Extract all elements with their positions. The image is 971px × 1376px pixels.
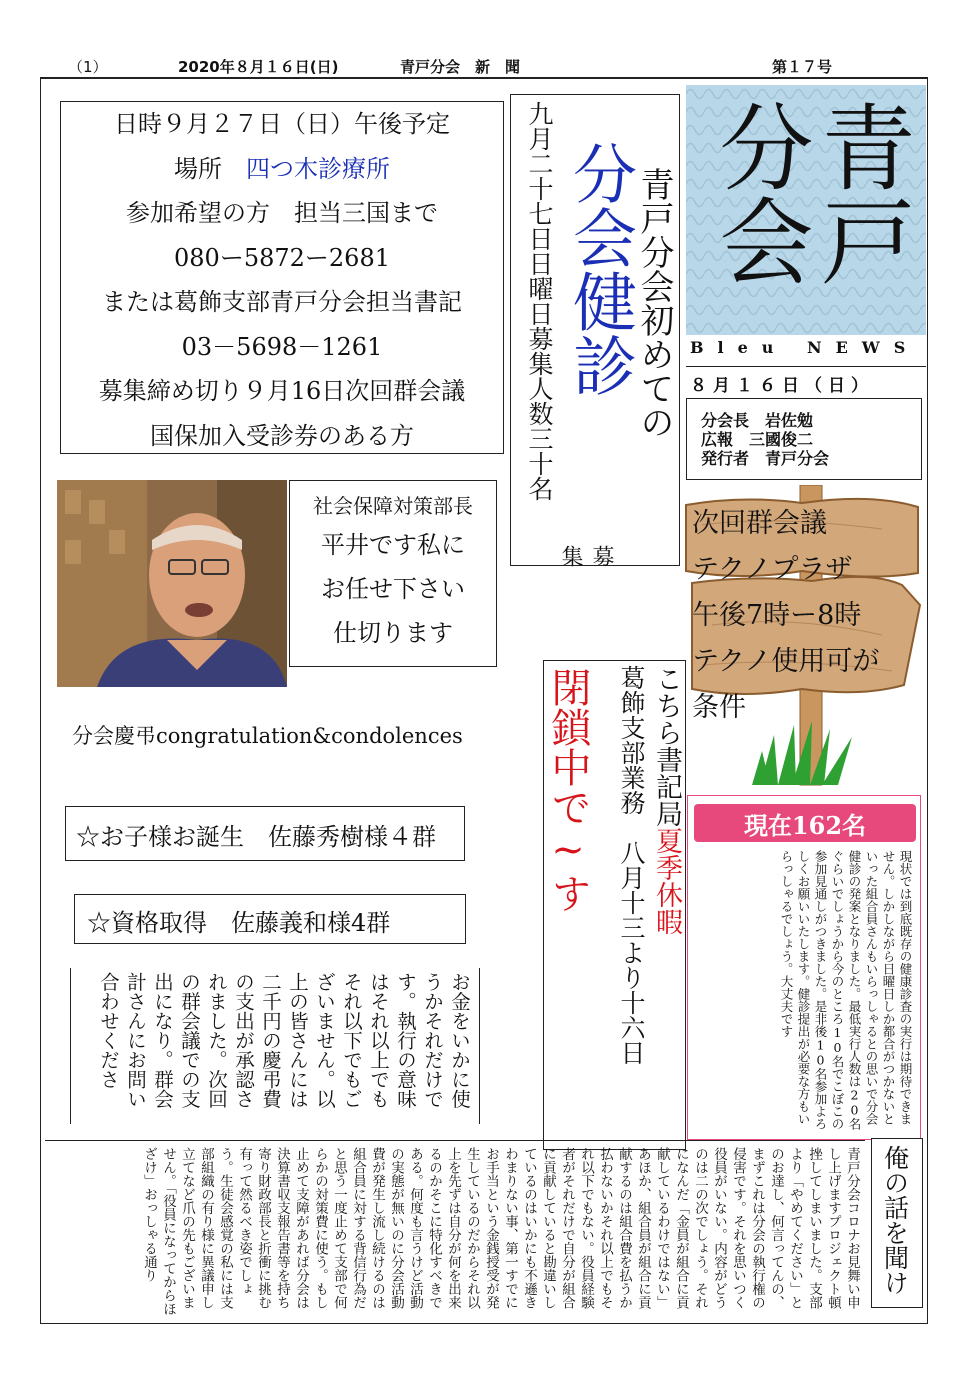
- main-article: [45, 1140, 865, 1320]
- members-count: 現在162名: [743, 811, 867, 840]
- wooden-sign: [682, 485, 922, 790]
- staff-row: 広報 三國俊二: [701, 430, 814, 449]
- main-article-body: 青戸分会コロナお見舞い申し上げますプロジェクト頓挫してしまいました。支部より「やめてください」とのお達し、何言ってんの、まずこれは分会の執行権の侵害です。それを思いつく役員がいない。内容がどうのは二の次でしょう。それになんだ「金員が組合に貢献しているわけではない」あほか、組合員が組合に貢献するのは組合費を払うか払わないかそれ以上でもそれ以下でもない。役員経験者がそれだけで自分が組合に貢献していると勘違いしているのはいかにも不遜きわまりない事、第一すでにお手当という金銭授受が発生しているのだからそれ以上を先ずは自分が何を出来るのかそこに特化すべきである。何度も言うけど活動の実態が無いのに分会活動費が発生し流し続けるのは組合員に対する背信行為だと思う一度止めて支部で何らかの対策費に使う。もし止めて支障があれば分会は決算書収支報告書等を持ち寄り財政部長と折衝に挑む有って然るべき姿でしょう。生徒会感覚の私には支部組織の有り様に異議申し立てなど爪の先もございません。「役員になってからほざけ」おっしゃる通り: [141, 1147, 860, 1316]
- sign-line-4: テクノ使用可が: [692, 646, 880, 677]
- masthead-title-1: 青戸: [805, 99, 914, 287]
- paper-name: 青戸分会 新 聞: [400, 58, 521, 76]
- headline-date: 九月二十七日日曜日募集人数三十名: [525, 101, 554, 501]
- masthead-title-2: 分会: [703, 99, 812, 287]
- event-phone-1: 080ー5872ー2681: [174, 243, 390, 272]
- event-place: 場所 四つ木診療所: [174, 154, 390, 183]
- sign-line-5: 条件: [692, 692, 746, 723]
- issue-date: 2020年８月１６日(日): [178, 58, 339, 76]
- headline-title: 分会健診: [562, 141, 636, 397]
- photo-caption-box: [289, 480, 497, 667]
- event-place-name: 四つ木診療所: [246, 154, 390, 183]
- page-header: [0, 0, 971, 80]
- money-article-body: お金をいかに使うかそれだけです。執行の意味はそれ以上でもそれ以下でもございません。以上の皆さんには二千円の慶弔費の支出が承認されました。次回の群会議での支出になり。群会計さんにお問い合わせくださ: [97, 972, 471, 1109]
- money-article: [70, 968, 480, 1124]
- sign-line-1: 次回群会議: [692, 508, 827, 539]
- event-contact: 参加希望の方 担当三国まで: [126, 199, 438, 227]
- staff-row: 分会長 岩佐勉: [701, 411, 814, 430]
- caption-line-4: 仕切ります: [333, 619, 453, 647]
- event-datetime: 日時９月２７日（日）午後予定: [114, 110, 450, 138]
- side-heading: 俺の話を聞け: [880, 1145, 910, 1295]
- issue-number: 第１７号: [772, 58, 833, 76]
- caption-line-1: 社会保障対策部長: [313, 494, 473, 518]
- members-body: 現状では到底既存の健康診査の実行は期待できません。しかしながら日曜日しか都合がつかないといった組合員さんもいらっしゃるとの思いで分会健診の発案となりました。最低実行人数は20名ぐらいでしょうから今のところ10名でこぼこの参加見通しがつきました。是非後10名参加よろしくお願いいたします。健診提出が必要な方もいらっしゃるでしょう。大丈夫です: [779, 850, 913, 1130]
- caption-line-3: お任せ下さい: [321, 575, 465, 603]
- headline-box: [510, 94, 680, 566]
- side-heading-box: [871, 1138, 923, 1308]
- congrats-heading: 分会慶弔congratulation&condolences: [72, 724, 463, 748]
- event-info-box: [60, 101, 504, 454]
- masthead-title-box: [686, 85, 926, 335]
- masthead-rule: [686, 366, 926, 367]
- portrait-photo: [57, 480, 287, 687]
- masthead-subtitle: Bleu NEWS: [690, 338, 920, 357]
- closure-secretariat: こちら書記局夏季休暇: [651, 665, 682, 935]
- members-article: [687, 795, 921, 1140]
- sign-line-3: 午後7時ー8時: [692, 600, 862, 631]
- congrats-item-birth: ☆お子様お誕生 佐藤秀樹様４群: [65, 806, 465, 861]
- page-number: （1）: [68, 58, 108, 76]
- event-eligibility: 国保加入受診券のある方: [150, 421, 414, 450]
- headline-kicker: 青戸分会初めての: [634, 167, 674, 439]
- staff-box: [686, 398, 922, 480]
- staff-row: 発行者 青戸分会: [701, 449, 830, 468]
- congrats-item-qualification: ☆資格取得 佐藤義和様4群: [74, 894, 466, 944]
- event-phone-2: 03－5698－1261: [181, 332, 383, 361]
- event-deadline: 募集締め切り９月16日次回群会議: [98, 377, 466, 405]
- event-alt-contact: または葛飾支部青戸分会担当書記: [102, 288, 462, 316]
- photo-portrait-icon: [57, 480, 287, 687]
- caption-line-2: 平井です私に: [321, 531, 465, 559]
- headline-suffix: 募集: [558, 545, 614, 567]
- masthead-date: ８月１６日（日）: [690, 376, 874, 396]
- sign-line-2: テクノプラザ: [692, 554, 853, 585]
- closure-box: [543, 660, 686, 1150]
- closure-dates: 葛飾支部業務 八月十三より十六日: [617, 665, 646, 1065]
- closure-main: 閉鎖中で~す: [545, 667, 591, 913]
